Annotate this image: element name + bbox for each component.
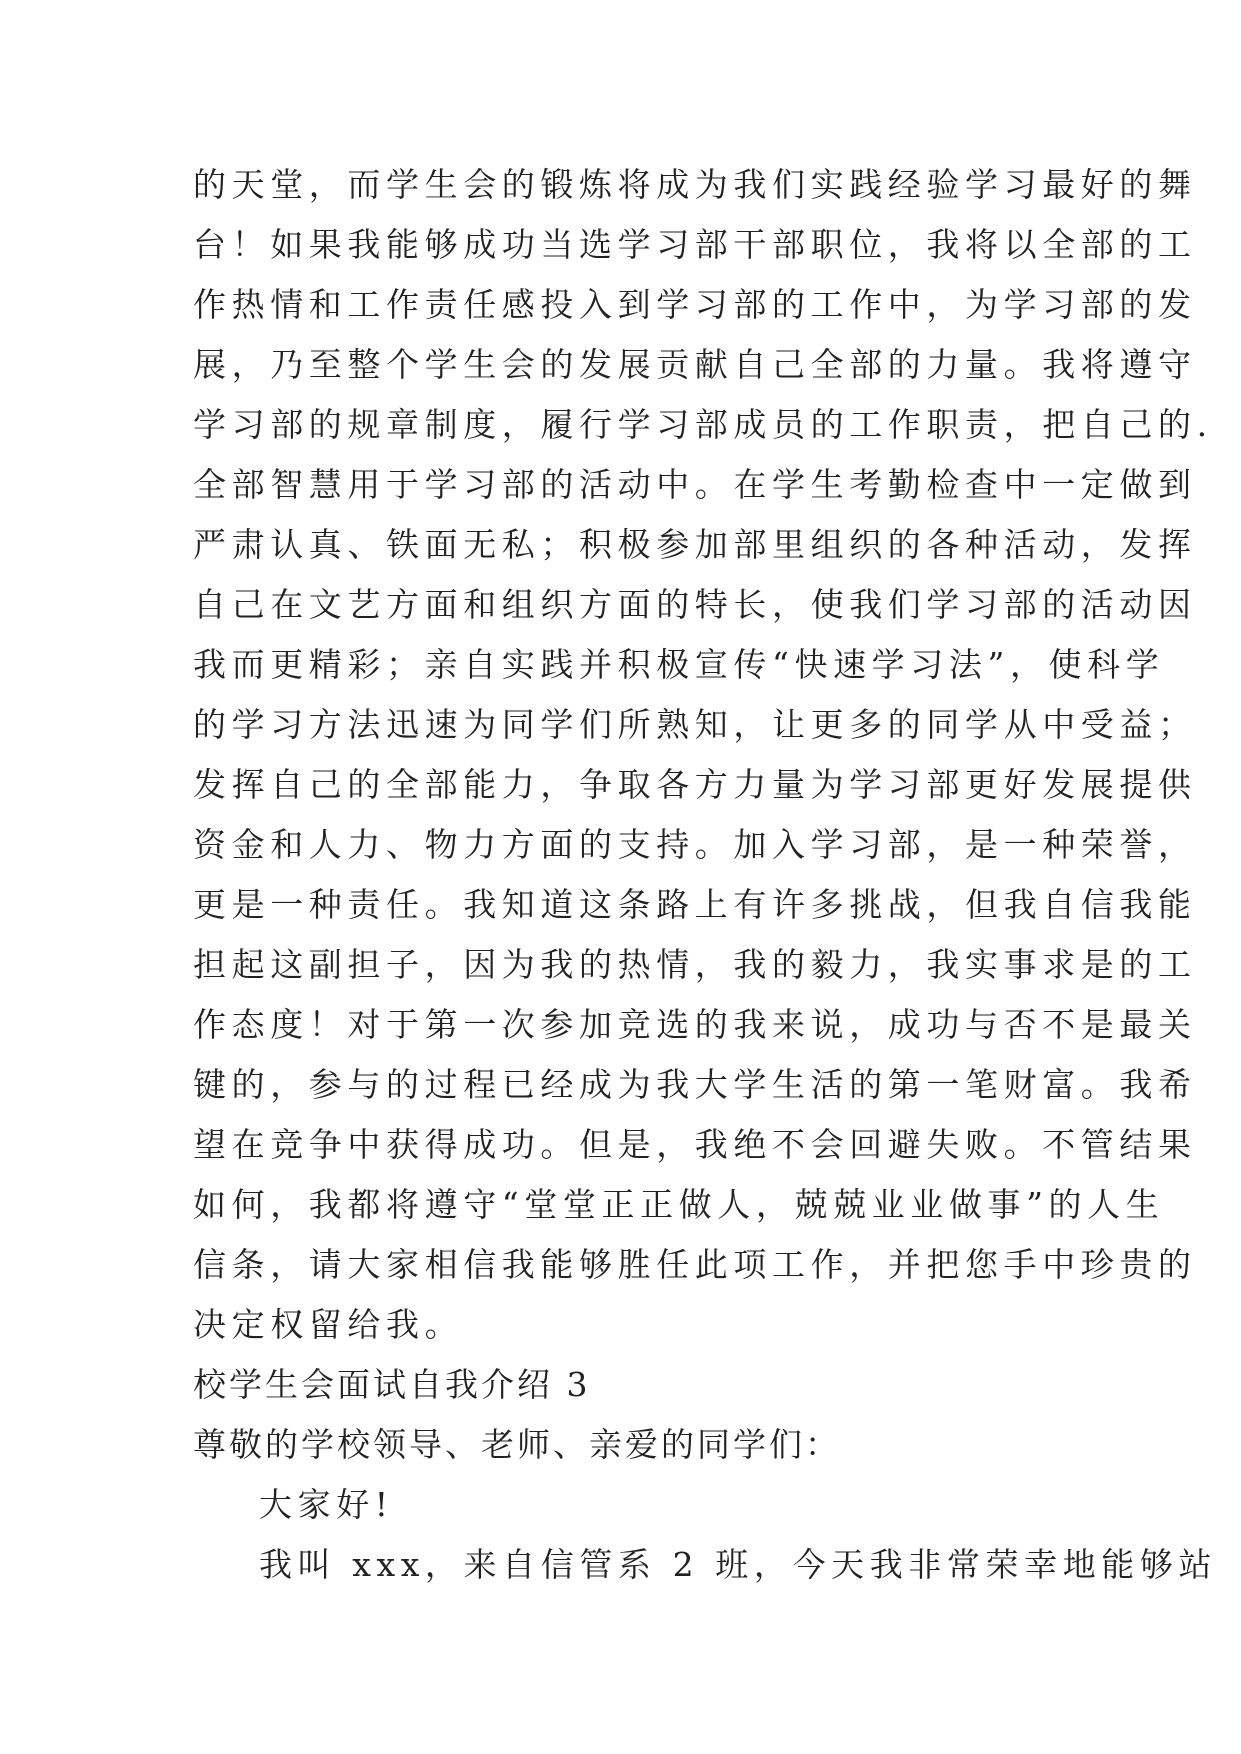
body-line: 决定权留给我。 [193, 1305, 464, 1344]
body-line: 担起这副担子，因为我的热情，我的毅力，我实事求是的工 [193, 945, 1197, 984]
body-line: 如何，我都将遵守“堂堂正正做人，兢兢业业做事”的人生 [193, 1185, 1165, 1224]
body-line: 信条，请大家相信我能够胜任此项工作，并把您手中珍贵的 [193, 1245, 1197, 1284]
body-line: 键的，参与的过程已经成为我大学生活的第一笔财富。我希 [193, 1065, 1197, 1104]
body-line: 的学习方法迅速为同学们所熟知，让更多的同学从中受益； [193, 705, 1197, 744]
body-line: 我而更精彩；亲自实践并积极宣传“快速学习法”，使科学 [193, 645, 1165, 684]
body-line: 学习部的规章制度，履行学习部成员的工作职责，把自己的. [193, 405, 1213, 444]
body-line: 作态度！对于第一次参加竞选的我来说，成功与否不是最关 [193, 1005, 1197, 1044]
body-line: 的天堂，而学生会的锻炼将成为我们实践经验学习最好的舞 [193, 165, 1197, 204]
body-line: 发挥自己的全部能力，争取各方力量为学习部更好发展提供 [193, 765, 1197, 804]
intro-line: 我叫 xxx，来自信管系 2 班，今天我非常荣幸地能够站 [259, 1545, 1218, 1584]
body-line: 台！如果我能够成功当选学习部干部职位，我将以全部的工 [193, 225, 1197, 264]
body-line: 全部智慧用于学习部的活动中。在学生考勤检查中一定做到 [193, 465, 1197, 504]
body-line: 作热情和工作责任感投入到学习部的工作中，为学习部的发 [193, 285, 1197, 324]
body-line: 更是一种责任。我知道这条路上有许多挑战，但我自信我能 [193, 885, 1197, 924]
section-heading: 校学生会面试自我介绍 3 [193, 1365, 591, 1404]
body-line: 资金和人力、物力方面的支持。加入学习部，是一种荣誉， [193, 825, 1197, 864]
salutation: 尊敬的学校领导、老师、亲爱的同学们： [193, 1425, 841, 1464]
body-line: 严肃认真、铁面无私；积极参加部里组织的各种活动，发挥 [193, 525, 1197, 564]
greeting: 大家好! [259, 1485, 394, 1524]
document-body [193, 155, 1218, 1595]
body-line: 望在竞争中获得成功。但是，我绝不会回避失败。不管结果 [193, 1125, 1197, 1164]
body-line: 展，乃至整个学生会的发展贡献自己全部的力量。我将遵守 [193, 345, 1197, 384]
body-line: 自己在文艺方面和组织方面的特长，使我们学习部的活动因 [193, 585, 1197, 624]
